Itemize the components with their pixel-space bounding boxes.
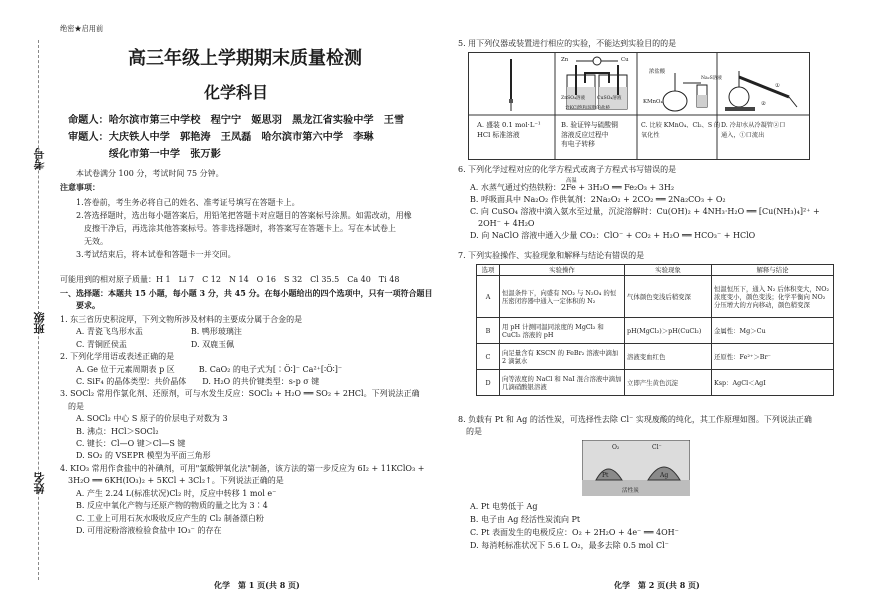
question-5: 5. 用下列仪器或装置进行相应的实验，不能达到实验目的的是 xyxy=(458,39,677,48)
table-cell: 溶液变血红色 xyxy=(625,344,712,370)
label-cu: Cu xyxy=(621,57,629,63)
q5-figure xyxy=(468,52,810,160)
question-line: 4. KIO₃ 常用作食盐中的补碘剂，可用"氯酸钾氧化法"制备，该方法的第一步反应为 6I₂ + 11KClO₃ + xyxy=(60,463,425,473)
exam-title: 高三年级上学期期末质量检测 xyxy=(128,48,362,69)
q8-figure xyxy=(582,440,690,496)
q6-options xyxy=(470,182,820,242)
option-line: B. 电子由 Ag 经活性炭流向 Pt xyxy=(470,515,581,524)
q8-options xyxy=(470,500,679,552)
caption-a xyxy=(477,121,541,140)
table-cell: 恒温恒压下，通入 N₂ 后体积变大，NO₂ 浓度变小，颜色变浅；化学平衡向 NO₂ 分压增大的方向移动，颜色稍变深 xyxy=(712,276,834,318)
option-line: C. 向 CuSO₄ 溶液中滴入氨水至过量，沉淀溶解时：Cu(OH)₂ + 4NH₃·H₂O ══ [Cu(NH₃)₄]²⁺ + xyxy=(470,207,820,216)
table-cell: A xyxy=(477,276,500,318)
footer-left: 化学 第 1 页(共 8 页) xyxy=(214,580,300,590)
option-line: D. 向 NaClO 溶液中通入少量 CO₂：ClO⁻ + CO₂ + H₂O ══ HCO₃⁻ + HClO xyxy=(470,231,756,240)
label-znso4: ZnSO₄溶液 xyxy=(561,96,586,101)
caption-line: HCl 标准溶液 xyxy=(477,130,520,139)
option-line: A. 产生 2.24 L(标准状况)Cl₂ 时，反应中转移 1 mol e⁻ xyxy=(76,488,277,498)
section-title-cont: 要求。 xyxy=(76,300,100,310)
q7-table xyxy=(476,264,834,396)
option-line: A. Pt 电势低于 Ag xyxy=(470,502,538,511)
table-cell: D xyxy=(477,370,500,396)
option-line: C. 工业上可用石灰水吸收反应产生的 Cl₂ 制备漂白粉 xyxy=(76,513,264,523)
table-cell: 用 pH 计测同温同浓度的 MgCl₂ 和 CuCl₂ 溶液的 pH xyxy=(500,318,625,344)
table-cell: 向足量含有 KSCN 的 FeBr₂ 溶液中滴加 2 滴氯水 xyxy=(500,344,625,370)
option-line: C. Pt 表面发生的电极反应：O₂ + 2H₂O + 4e⁻ ══ 4OH⁻ xyxy=(470,528,679,537)
left-question-block xyxy=(60,314,424,537)
label-port-2: ② xyxy=(761,101,766,107)
notice-title: 注意事项： xyxy=(60,182,100,192)
caption-line: 溶液反应过程中 xyxy=(561,130,609,139)
binding-line xyxy=(38,40,39,580)
table-cell: 还原性：Fe²⁺＞Br⁻ xyxy=(712,344,834,370)
question-8-cont: 的是 xyxy=(458,427,482,436)
option-line: 2OH⁻ + 4H₂O xyxy=(470,219,535,228)
option-line: C. 键长：Cl—O 键＞Cl—S 键 xyxy=(76,439,186,449)
label-ag: Ag xyxy=(660,472,669,479)
option-line: C. 青铜匠侯盂 D. 双鹿玉佩 xyxy=(76,339,235,349)
table-header-cell: 选项 xyxy=(477,265,500,276)
label-pt: Pt xyxy=(602,472,609,479)
table-row xyxy=(477,344,834,370)
table-row xyxy=(477,276,834,318)
caption-line: D. 冷却水从冷凝管②口 xyxy=(721,122,786,129)
caption-line: C. 比较 KMnO₄、Cl₂、S 的 xyxy=(641,122,721,129)
q5-apparatus-svg xyxy=(469,53,809,159)
notice-item: 2.答选择题时，选出每小题答案后，用铅笔把答题卡对应题目的答案标号涂黑。如需改动，用橡 xyxy=(76,211,412,220)
author-line: 命题人：哈尔滨市第三中学校 程宁宁 姬思羽 黑龙江省实验中学 王雪 xyxy=(68,114,405,126)
notice-item: 3.考试结束后，将本试卷和答题卡一并交回。 xyxy=(76,250,236,259)
question-line: 2. 下列化学用语或表述正确的是 xyxy=(60,352,175,362)
caption-d xyxy=(721,121,785,140)
table-header-cell: 解释与结论 xyxy=(712,265,834,276)
author-list xyxy=(68,112,404,163)
label-o2: O₂ xyxy=(612,444,620,451)
table-row xyxy=(477,370,834,396)
table-cell: B xyxy=(477,318,500,344)
table-row xyxy=(477,318,834,344)
exam-info: 本试卷满分 100 分，考试时间 75 分钟。 xyxy=(76,169,224,178)
caption-b xyxy=(561,121,618,150)
label-zn: Zn xyxy=(561,57,569,63)
option-line: A. 水蒸气通过灼热铁粉：2Fe + 3H₂O ══ Fe₂O₃ + 3H₂ xyxy=(470,183,675,192)
question-6: 6. 下列化学过程对应的化学方程式或离子方程式书写错误的是 xyxy=(458,165,677,174)
option-line: A. 青瓷飞鸟形水盂 B. 鸭形玻璃注 xyxy=(76,327,242,337)
caption-line: 氧化性 xyxy=(641,131,660,139)
question-line: 3. SOCl₂ 常用作氯化剂、还原剂，可与水发生反应：SOCl₂ + H₂O ══ SO₂ + 2HCl。下列说法正确 xyxy=(60,389,420,399)
table-cell: C xyxy=(477,344,500,370)
option-line: D. 每消耗标准状况下 5.6 L O₂，最多去除 0.5 mol Cl⁻ xyxy=(470,541,669,550)
label-conc-hcl: 浓盐酸 xyxy=(649,69,666,75)
label-port-1: ① xyxy=(775,83,780,89)
class-label: 班级 xyxy=(33,312,46,334)
name-label: 姓名 xyxy=(33,472,46,494)
question-7: 7. 下列实验操作、实验现象和解释与结论有错误的是 xyxy=(458,251,645,260)
caption-line: A. 盛装 0.1 mol·L⁻¹ xyxy=(477,121,541,129)
table-cell: 恒温条件下，向盛有 NO₂ 与 N₂O₄ 的恒压密闭容器中通入一定体积的 N₂ xyxy=(500,276,625,318)
table-cell: 金属性：Mg＞Cu xyxy=(712,318,834,344)
author-line: 审题人：大庆铁人中学 郭艳涛 王凤磊 哈尔滨市第六中学 李琳 xyxy=(68,131,374,143)
label-na2s: Na₂S溶液 xyxy=(701,76,722,81)
label-salt-bridge: 含KCl饱和琼脂的盐桥 xyxy=(565,106,611,111)
table-cell: pH(MgCl₂)＞pH(CuCl₂) xyxy=(625,318,712,344)
table-header-cell: 实验现象 xyxy=(625,265,712,276)
label-kmno4: KMnO₄ xyxy=(643,99,663,105)
caption-line: 有电子转移 xyxy=(561,140,595,148)
label-cl: Cl⁻ xyxy=(652,444,662,451)
confidential-note: 绝密★启用前 xyxy=(60,24,104,33)
section-title: 一、选择题：本题共 15 小题，每小题 3 分，共 45 分。在每小题给出的四个选项中，只有一项符合题目 xyxy=(60,288,433,298)
notice-item: 皮擦干净后，再选涂其他答案标号。答非选择题时，将答案写在答题卡上。写在本试卷上 xyxy=(76,224,396,233)
table-header-row xyxy=(477,265,834,276)
table-cell: Ksp：AgCl＜AgI xyxy=(712,370,834,396)
caption-line: 通入，①口流出 xyxy=(721,131,765,139)
table-cell: 向等浓度的 NaCl 和 NaI 混合溶液中滴加几滴硝酸银溶液 xyxy=(500,370,625,396)
option-line: B. 呼吸面具中 Na₂O₂ 作供氧剂：2Na₂O₂ + 2CO₂ ══ 2Na₂CO₃ + O₂ xyxy=(470,195,726,204)
footer-right: 化学 第 2 页(共 8 页) xyxy=(614,580,700,590)
subject-title: 化学科目 xyxy=(204,83,269,102)
option-line: A. Ge 位于元素周期表 p 区 B. CaO₂ 的电子式为[∶Ö∶]⁻ Ca²⁺[∶Ö∶]⁻ xyxy=(76,364,343,374)
label-carbon: 活性炭 xyxy=(622,488,639,494)
burette-icon xyxy=(509,59,513,111)
notice-item: 1.答卷前，考生务必将自己的姓名、准考证号填写在答题卡上。 xyxy=(76,198,300,207)
label-cuso4: CuSO₄溶液 xyxy=(597,96,622,101)
author-line: 绥化市第一中学 张万影 xyxy=(68,148,221,160)
caption-c xyxy=(641,121,720,140)
table-cell: 气体颜色变浅后稍变深 xyxy=(625,276,712,318)
question-line: 1. 东三省历史积淀厚，下列文物所涉及材料的主要成分属于合金的是 xyxy=(60,315,303,324)
table-header-cell: 实验操作 xyxy=(500,265,625,276)
option-line: D. 可用淀粉溶液检验食盐中 IO₃⁻ 的存在 xyxy=(76,525,222,535)
question-8: 8. 负载有 Pt 和 Ag 的活性炭，可选择性去除 Cl⁻ 实现废酸的纯化，其工作原理如图。下列说法正确 xyxy=(458,415,812,424)
atomic-masses: 可能用到的相对原子质量：H 1 Li 7 C 12 N 14 O 16 S 32 Cl 35.5 Ca 40 Ti 48 xyxy=(60,275,400,284)
galvanic-cell-icon xyxy=(567,57,627,109)
notice-list xyxy=(76,196,412,261)
reaction-condition: 高温 xyxy=(566,178,577,184)
table-cell: 立即产生黄色沉淀 xyxy=(625,370,712,396)
option-line: B. 沸点：HCl＞SOCl₂ xyxy=(76,426,159,436)
option-line: C. SiF₄ 的晶体类型：共价晶体 D. H₂O 的共价键类型：s-p σ 键 xyxy=(76,377,320,387)
notice-item: 无效。 xyxy=(76,237,108,246)
question-line: 3H₂O ══ 6KH(IO₃)₂ + 5KCl + 3Cl₂↑。下列说法正确的是 xyxy=(60,476,284,486)
exam-number-label: 考号 xyxy=(33,148,46,170)
caption-line: B. 验证锌与硫酸铜 xyxy=(561,121,618,129)
question-line: 的是 xyxy=(60,401,84,411)
option-line: B. 反应中氧化产物与还原产物的物质的量之比为 3∶4 xyxy=(76,501,268,511)
option-line: A. SOCl₂ 中心 S 原子的价层电子对数为 3 xyxy=(76,414,228,424)
option-line: D. SO₂ 的 VSEPR 模型为平面三角形 xyxy=(76,451,211,461)
